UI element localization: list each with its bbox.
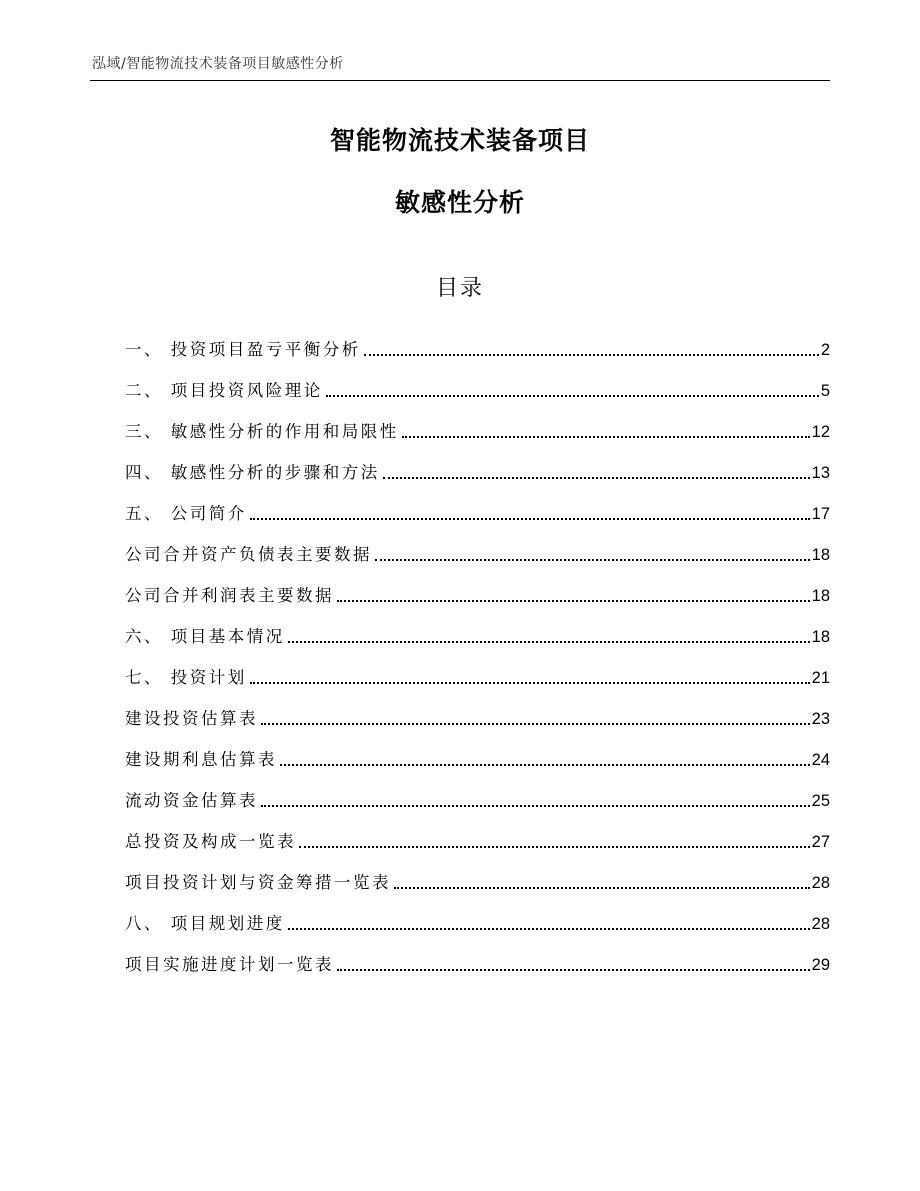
document-title-line-1: 智能物流技术装备项目 [329,126,590,155]
toc-entry[interactable] [125,404,830,445]
running-header: 泓域/智能物流技术装备项目敏感性分析 [92,56,344,72]
toc-entry-label: 建设期利息估算表 [125,750,277,769]
toc-leader-dots [261,723,810,725]
toc-entry-page: 18 [811,628,830,646]
toc-entry-label: 项目实施进度计划一览表 [125,955,334,974]
toc-leader-dots [383,477,810,479]
toc-entry-label: 八、 项目规划进度 [125,914,285,933]
toc-entry-page: 12 [811,423,830,441]
toc-leader-dots [326,395,819,397]
toc-entry[interactable] [125,773,830,814]
toc-entry-label: 一、 投资项目盈亏平衡分析 [125,340,361,359]
toc-entry-label: 五、 公司简介 [125,504,247,523]
toc-entry[interactable] [125,609,830,650]
toc-entry-page: 29 [811,956,830,974]
toc-leader-dots [375,559,810,561]
header-rule [90,80,830,81]
toc-leader-dots [288,928,810,930]
toc-entry-page: 23 [811,710,830,728]
toc-entry-page: 13 [811,464,830,482]
toc-leader-dots [337,969,810,971]
toc-entry-page: 28 [811,874,830,892]
toc-entry[interactable] [125,896,830,937]
table-of-contents [125,322,830,978]
toc-heading: 目录 [435,276,484,301]
toc-leader-dots [402,436,810,438]
toc-entry-label: 六、 项目基本情况 [125,627,285,646]
toc-entry-page: 24 [811,751,830,769]
toc-entry[interactable] [125,527,830,568]
toc-leader-dots [250,682,810,684]
toc-entry-label: 二、 项目投资风险理论 [125,381,323,400]
toc-leader-dots [394,887,810,889]
toc-leader-dots [299,846,810,848]
toc-entry-page: 28 [811,915,830,933]
toc-entry[interactable] [125,855,830,896]
toc-entry[interactable] [125,445,830,486]
toc-entry-label: 项目投资计划与资金筹措一览表 [125,873,391,892]
toc-leader-dots [364,354,819,356]
toc-entry-label: 流动资金估算表 [125,791,258,810]
toc-entry[interactable] [125,568,830,609]
toc-entry-page: 5 [820,382,830,400]
document-title-line-2: 敏感性分析 [394,188,525,217]
toc-entry[interactable] [125,322,830,363]
toc-entry-label: 总投资及构成一览表 [125,832,296,851]
toc-entry-page: 18 [811,587,830,605]
toc-entry-page: 2 [820,341,830,359]
toc-entry-label: 公司合并资产负债表主要数据 [125,545,372,564]
toc-entry-page: 25 [811,792,830,810]
toc-leader-dots [261,805,810,807]
toc-leader-dots [288,641,810,643]
toc-entry-label: 公司合并利润表主要数据 [125,586,334,605]
toc-entry[interactable] [125,650,830,691]
toc-entry-label: 四、 敏感性分析的步骤和方法 [125,463,380,482]
toc-entry[interactable] [125,486,830,527]
toc-entry[interactable] [125,937,830,978]
toc-entry-label: 七、 投资计划 [125,668,247,687]
toc-entry[interactable] [125,363,830,404]
toc-leader-dots [337,600,810,602]
toc-leader-dots [250,518,810,520]
toc-entry-page: 27 [811,833,830,851]
toc-entry[interactable] [125,814,830,855]
toc-entry[interactable] [125,691,830,732]
toc-entry-page: 21 [811,669,830,687]
toc-entry-label: 建设投资估算表 [125,709,258,728]
toc-entry[interactable] [125,732,830,773]
toc-entry-label: 三、 敏感性分析的作用和局限性 [125,422,399,441]
toc-entry-page: 18 [811,546,830,564]
toc-leader-dots [280,764,810,766]
toc-entry-page: 17 [811,505,830,523]
